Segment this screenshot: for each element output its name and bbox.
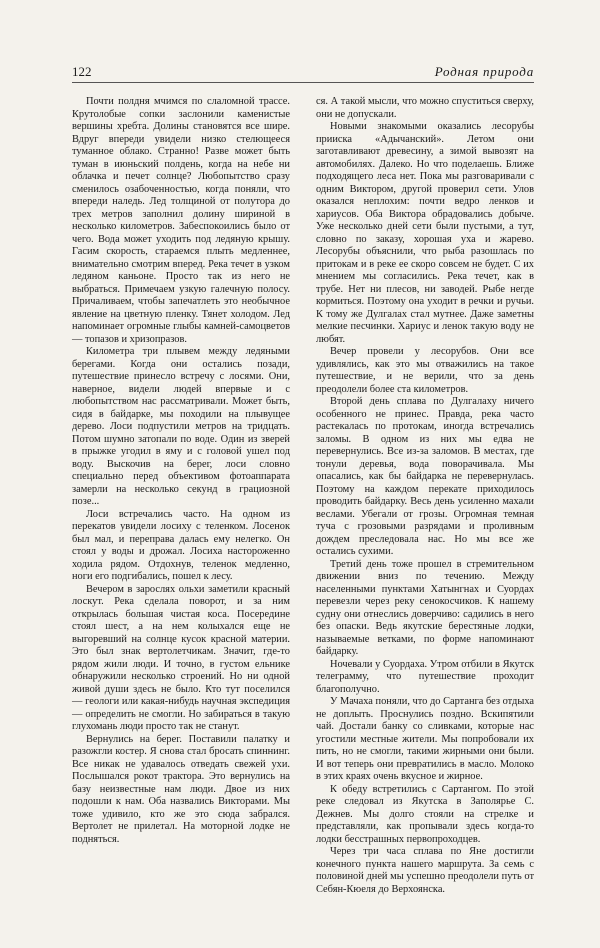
paragraph: Вечер провели у лесорубов. Они все удивлялись, как это мы отважились на такое путешествие, и не верили, что за день преодолели более ста километров. (316, 346, 534, 395)
paragraph: Новыми знакомыми оказались лесорубы прииска «Адычанский». Летом они заготавливают древесину, а зимой вывозят на автомобилях. Далеко. Но что поделаешь. Ближе подходящего леса нет. Пока мы разговаривали с одним Виктором, другой проверил сети. Улов оказался неплохим: почти ведро ленков и хариусов. Оба Виктора обрадовались добыче. Уже несколько дней сети были пустыми, а тут, словно по заказу, хорошая уха и жарево. Лесорубы объяснили, что рыба разошлась по притокам и в реке ее скоро совсем не будет. С их мнением мы согласились. Река течет, как в трубе. Нет ни плесов, ни заводей. Рыбе негде кормиться. Поэтому она уходит в речки и ручьи. К тому же Дулгалах стал мутнее. Даже заметны мелкие песчинки. Хариус и ленок такую воду не любят. (316, 121, 534, 345)
left-column (72, 96, 290, 846)
page-header (72, 60, 534, 83)
page-number: 122 (72, 64, 92, 79)
paragraph: Второй день сплава по Дулгалаху ничего особенного не принес. Правда, река часто растекалась по протокам, иногда встречались заломы. В одном из них мы едва не перевернулись. Все из-за заломов. В местах, где тонули деревья, вода поворачивала. Мы опасались, как бы байдарка не перевернулась. Поэтому на каждом перекате приходилось проводить байдарку. Весь день усиленно махали веслами. Убегали от грозы. Огромная темная туча с грозовыми разрядами и проливным дождем преследовала нас. Но мы все же остались сухими. (316, 396, 534, 557)
paragraph: Через три часа сплава по Яне достигли конечного пункта нашего маршрута. За семь с половиной дней мы успешно преодолели путь от Себян-Кюеля до Верхоянска. (316, 846, 534, 895)
paragraph: Вернулись на берег. Поставили палатку и разожгли костер. Я снова стал бросать спиннинг. Все никак не удавалось отведать свежей ухи. Послышался рокот трактора. Это вернулись на базу неизвестные нам люди. Двое из них подошли к нам. Оба назвались Викторами. Мы тоже удивило, кто же это сюда забрался. Вертолет не прилетал. На моторной лодке не подняться. (72, 733, 290, 845)
paragraph: Третий день тоже прошел в стремительном движении вниз по течению. Между населенными пунктами Хатынгнах и Суордах перевезли через реку сенокосчиков. К нашему судну они отнеслись доверчиво: садились в него без опаски. Ведь якутские берестяные лодки, называемые ветками, по форме напоминают байдарку. (316, 558, 534, 657)
paragraph: У Мачаха поняли, что до Сартанга без отдыха не доплыть. Проснулись поздно. Вскипятили чай. Достали банку со сливками, которые нас угостили местные жители. Мы попробовали их пить, но не смогли, такими жирными они были. И вот теперь они превратились в масло. Молоко в этих краях очень вкусное и жирное. (316, 696, 534, 782)
section-title: Родная природа (434, 64, 534, 79)
paragraph: Ночевали у Суордаха. Утром отбили в Якутск телеграмму, что путешествие проходит благополучно. (316, 658, 534, 695)
paragraph: К обеду встретились с Сартангом. По этой реке следовал из Якутска в Заполярье С. Дежнев. Мы долго стояли на стрелке и представляли, как пропывали здесь когда-то лодки бесстрашных первопроходцев. (316, 783, 534, 845)
paragraph: Вечером в зарослях ольхи заметили красный лоскут. Река сделала поворот, и за ним открылась большая чистая коса. Посередине стоял шест, а на нем колыхался еще не выгоревший на солнце кусок красной материи. Это был знак вертолетчикам. Значит, где-то рядом жили люди. И точно, в густом ельнике обнаружили несколько строений. Но ни одной живой души здесь не было. Кто тут поселился — геологи или какая-нибудь научная экспедиция — определить не смогли. Но забираться в такую глухомань люди просто так не станут. (72, 583, 290, 732)
right-column (316, 96, 534, 896)
paragraph: Километра три плывем между ледяными берегами. Когда они остались позади, путешествие принесло встречу с лосями. Они, наверное, видели людей впервые и с любопытством нас рассматривали. Может быть, сидя в байдарке, мы походили на плывущее дерево. Лоси подпустили метров на тридцать. Потом шумно затопали по воде. Один из зверей в прыжке угодил в яму и с головой ушел под воду. Выскочив на берег, лоси словно специально перед объективом фотоаппарата замерли на несколько секунд в грациозной позе... (72, 346, 290, 507)
paragraph-continued: ся. А такой мысли, что можно спуститься сверху, они не допускали. (316, 96, 534, 120)
paragraph: Почти полдня мчимся по слаломной трассе. Крутолобые сопки заслонили каменистые вершины хребта. Долины становятся все шире. Вдруг впереди увидели низко стелющееся туманное облако. Странно! Разве может быть туман в июньский полдень, когда на небе ни облачка и печет солнце? Любопытство сразу сменилось озабоченностью, когда поняли, что впереди наледь. Лед толщиной от полутора до трех метров заполнил долину шириной в несколько километров. Забеспокоились было от чего. Вода может уходить под ледяную крышу. Гасим скорость, стараемся плыть медленнее, внимательно смотрим вперед. Река течет в узком ледяном каньоне. Просто так из него не выбраться. Примечаем узкую галечную полосу. Причаливаем, чтобы запечатлеть это необычное явление на цветную пленку. Тянет холодом. Лед напоминает огромные глыбы камней-самоцветов — топазов и хризопразов. (72, 96, 290, 345)
paragraph: Лоси встречались часто. На одном из перекатов увидели лосиху с теленком. Лосенок был мал, и переправа далась ему нелегко. Он стоял у воды и дрожал. Лосиха настороженно ходила рядом. Отдохнув, теленок медленно, ноги его подгибались, пошел к лесу. (72, 508, 290, 582)
